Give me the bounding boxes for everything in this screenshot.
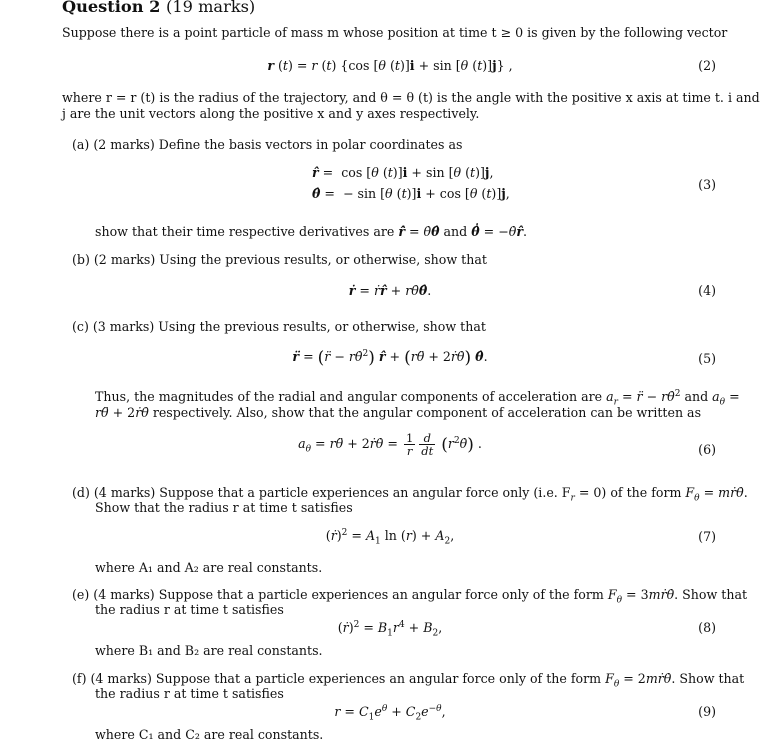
equation-8: (ṙ)$^2$ = $B_1r^4 + B_2$, xyxy=(337,620,443,639)
intro-after-line1: where r = r (t) is the radius of the trajectory, and θ = θ (t) is the angle with the positive x axis at time t. i and xyxy=(62,90,760,105)
part-f-where: where C₁ and C₂ are real constants. xyxy=(95,727,324,742)
equation-4: ṙ = ṙr̂ + rθ̇θ̂. xyxy=(348,283,432,298)
part-c-thus-line2: rθ̈ + 2ṙθ̇ respectively. Also, show that the angular component of acceleration can be written as xyxy=(95,405,702,420)
eq-number-7: (7) xyxy=(698,529,716,544)
part-e-label: (e) (4 marks) Suppose that a particle experiences an angular force only of the form $F_\theta$ = 3mṙθ̇. Show that xyxy=(72,587,748,606)
equation-2: r (t) = r (t) {cos [θ (t)]i + sin [θ (t)]j} , xyxy=(267,58,513,73)
part-f-line2: the radius r at time t satisfies xyxy=(95,686,284,701)
intro-text: Suppose there is a point particle of mass m whose position at time t ≥ 0 is given by the following vector xyxy=(62,25,728,40)
part-c-thus-line1: Thus, the magnitudes of the radial and angular components of acceleration are $a_r$ = r̈ − rθ̇$^2$ and $a_\theta$ = xyxy=(95,389,740,408)
part-a-show: show that their time respective derivatives are r̂̇ = θ̇θ̂ and θ̂̇ = −θ̇r̂. xyxy=(95,224,527,239)
question-title: Question 2 (19 marks) xyxy=(62,0,256,16)
eq-number-3: (3) xyxy=(698,177,716,192)
equation-5: r̈ = (r̈ − rθ̇$^2$) r̂ + (rθ̈ + 2ṙθ̇) θ̂. xyxy=(292,348,488,368)
equation-3b: θ̂ = − sin [θ (t)]i + cos [θ (t)]j, xyxy=(312,186,510,201)
eq-number-4: (4) xyxy=(698,283,716,298)
part-d-where: where A₁ and A₂ are real constants. xyxy=(95,560,323,575)
part-c-label: (c) (3 marks) Using the previous results, or otherwise, show that xyxy=(72,319,486,334)
part-b-label: (b) (2 marks) Using the previous results, or otherwise, show that xyxy=(72,252,487,267)
part-f-label: (f) (4 marks) Suppose that a particle experiences an angular force only of the form $F_\theta$ = 2mṙθ̇. Show that xyxy=(72,671,745,690)
part-e-where: where B₁ and B₂ are real constants. xyxy=(95,643,323,658)
part-e-line2: the radius r at time t satisfies xyxy=(95,602,284,617)
equation-3a: r̂ = cos [θ (t)]i + sin [θ (t)]j, xyxy=(312,165,494,180)
intro-after-line2: j are the unit vectors along the positive x and y axes respectively. xyxy=(62,106,480,121)
eq-number-9: (9) xyxy=(698,704,716,719)
eq-number-6: (6) xyxy=(698,442,716,457)
eq-number-2: (2) xyxy=(698,58,716,73)
eq-number-5: (5) xyxy=(698,351,716,366)
part-a-label: (a) (2 marks) Define the basis vectors in polar coordinates as xyxy=(72,137,463,152)
equation-7: (ṙ)$^2$ = $A_1$ $\ln (r) + A_2$, xyxy=(325,528,455,547)
equation-6: $a_\theta$ = rθ̈ + 2ṙθ̇ = $\frac{1}{r}$ $\frac{d}{dt}$ $(r^2\thetȧ)$ . xyxy=(298,431,482,459)
eq-number-8: (8) xyxy=(698,620,716,635)
equation-9: $r = C_1e^\theta + C_2e^{-\theta}$, xyxy=(334,704,446,723)
part-d-line2: Show that the radius r at time t satisfies xyxy=(95,500,353,515)
part-d-label: (d) (4 marks) Suppose that a particle experiences an angular force only (i.e. $F_r = 0$) of the form $F_\theta$ = mṙθ̇. xyxy=(72,485,748,504)
